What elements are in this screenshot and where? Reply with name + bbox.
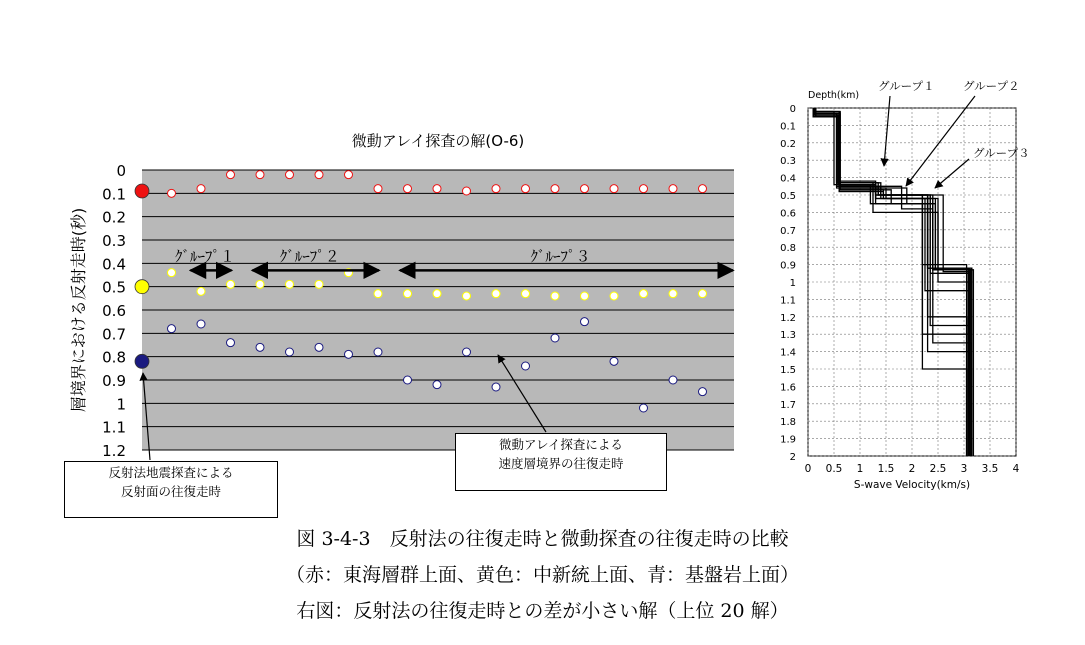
data-point [433, 290, 441, 298]
y-tick-label: 0.3 [780, 156, 796, 168]
y-tick-label: 0.6 [780, 208, 796, 220]
velocity-depth-profile-chart [780, 79, 1030, 491]
chart-title: 微動アレイ探査の解(O-6) [351, 132, 525, 150]
data-point [433, 185, 441, 193]
y-tick-label: 0.2 [780, 138, 796, 150]
data-point [256, 171, 264, 179]
group-label: グループ３ [973, 146, 1030, 160]
data-point [640, 290, 648, 298]
data-point [286, 348, 294, 356]
reflection-point [135, 184, 149, 198]
data-point [669, 185, 677, 193]
y-tick-label: 0 [789, 104, 796, 115]
x-tick-label: 2.5 [929, 463, 947, 475]
x-tick-label: 0 [804, 463, 812, 475]
data-point [640, 404, 648, 412]
data-point [522, 290, 530, 298]
data-point [315, 343, 323, 351]
x-tick-label: 4 [1012, 463, 1020, 475]
group-label: ｸﾞﾙｰﾌﾟ２ [279, 247, 340, 266]
data-point [374, 290, 382, 298]
group-label: グループ２ [963, 79, 1020, 93]
data-point [197, 320, 205, 328]
group-label: ｸﾞﾙｰﾌﾟ３ [530, 247, 591, 266]
callout-left-line1: 反射法地震探査による [108, 465, 234, 480]
data-point [640, 185, 648, 193]
y-tick-label: 0.8 [102, 348, 126, 367]
data-point [256, 343, 264, 351]
x-tick-label: 3.5 [981, 463, 999, 475]
y-tick-label: 0.5 [102, 278, 126, 297]
data-point [522, 185, 530, 193]
y-tick-label: 1.8 [780, 417, 796, 429]
data-point [404, 376, 412, 384]
data-point [404, 290, 412, 298]
data-point [492, 383, 500, 391]
y-tick-label: 1.5 [780, 365, 796, 376]
data-point [551, 292, 559, 300]
y-tick-label: 0.9 [102, 372, 126, 390]
data-point [581, 292, 589, 300]
reflection-point [135, 280, 149, 294]
y-tick-label: 0.5 [780, 191, 796, 202]
data-point [315, 171, 323, 179]
data-point [492, 185, 500, 193]
data-point [610, 185, 618, 193]
y-tick-label: 0.2 [102, 208, 126, 227]
data-point [286, 171, 294, 179]
y-tick-label: 2 [789, 452, 796, 463]
callout-right-line1: 微動アレイ探査による [499, 437, 623, 452]
y-tick-label: 1.4 [780, 347, 796, 359]
y-tick-label: 1.3 [780, 330, 796, 342]
data-point [699, 388, 707, 396]
y-tick-label: 0.3 [102, 232, 126, 250]
figure-caption-line3: 右図：反射法の往復走時との差が小さい解（上位 20 解） [296, 600, 789, 622]
y-tick-label: 1.2 [102, 442, 126, 460]
data-point [669, 290, 677, 298]
data-point [227, 339, 235, 347]
y-tick-label: 0.7 [102, 325, 126, 344]
y-tick-label: 1.7 [780, 399, 796, 411]
y-tick-label: 0.6 [102, 302, 126, 320]
y-tick-label: 1.1 [780, 295, 796, 307]
x-tick-label: 0.5 [825, 463, 843, 475]
y-tick-label: 0.7 [780, 225, 796, 237]
data-point [256, 280, 264, 288]
data-point [581, 318, 589, 326]
y-tick-label: 1 [116, 395, 126, 414]
y-axis-label: Depth(km) [808, 90, 860, 101]
y-tick-label: 1.2 [780, 312, 796, 324]
figure-caption-line2: （赤：東海層群上面、黄色：中新統上面、青：基盤岩上面） [285, 564, 799, 586]
reflection-point [135, 354, 149, 368]
data-point [286, 280, 294, 288]
y-tick-label: 1.9 [780, 434, 796, 446]
callout-left-line2: 反射面の往復走時 [120, 484, 221, 499]
y-tick-label: 0.4 [780, 173, 796, 185]
data-point [315, 280, 323, 288]
y-tick-label: 1.1 [102, 418, 126, 437]
data-point [197, 287, 205, 295]
x-tick-label: 2 [908, 463, 916, 475]
data-point [345, 350, 353, 358]
data-point [699, 185, 707, 193]
data-point [610, 357, 618, 365]
y-tick-label: 1 [789, 278, 796, 289]
data-point [404, 185, 412, 193]
data-point [197, 185, 205, 193]
reflection-time-scatter-chart [69, 132, 734, 460]
x-axis-label: S-wave Velocity(km/s) [853, 479, 971, 491]
y-axis-label: 層境界における反射走時(秒) [69, 207, 88, 413]
data-point [433, 381, 441, 389]
data-point [168, 325, 176, 333]
data-point [610, 292, 618, 300]
data-point [699, 290, 707, 298]
data-point [669, 376, 677, 384]
data-point [374, 185, 382, 193]
reflection-callout-box [64, 461, 278, 518]
data-point [168, 189, 176, 197]
x-tick-label: 3 [960, 463, 968, 475]
data-point [551, 334, 559, 342]
data-point [463, 292, 471, 300]
data-point [463, 187, 471, 195]
y-tick-label: 0.9 [780, 260, 796, 272]
y-tick-label: 1.6 [780, 382, 796, 394]
data-point [345, 171, 353, 179]
y-tick-label: 0.4 [102, 255, 126, 274]
y-tick-label: 0.8 [780, 243, 796, 255]
y-tick-label: 0 [116, 162, 126, 180]
data-point [227, 171, 235, 179]
figure-caption-line1: 図 3-4-3 反射法の往復走時と微動探査の往復走時の比較 [296, 528, 789, 550]
group-label: ｸﾞﾙｰﾌﾟ１ [174, 247, 236, 266]
data-point [581, 185, 589, 193]
data-point [168, 269, 176, 277]
data-point [522, 362, 530, 370]
x-tick-label: 1.5 [877, 463, 895, 475]
data-point [492, 290, 500, 298]
data-point [227, 280, 235, 288]
microtremor-callout-box [455, 433, 667, 491]
y-tick-label: 0.1 [780, 121, 796, 133]
data-point [374, 348, 382, 356]
x-tick-label: 1 [856, 463, 864, 475]
y-tick-label: 0.1 [102, 185, 126, 204]
data-point [551, 185, 559, 193]
data-point [463, 348, 471, 356]
group-label: グループ１ [878, 79, 935, 93]
callout-right-line2: 速度層境界の往復走時 [498, 456, 624, 471]
